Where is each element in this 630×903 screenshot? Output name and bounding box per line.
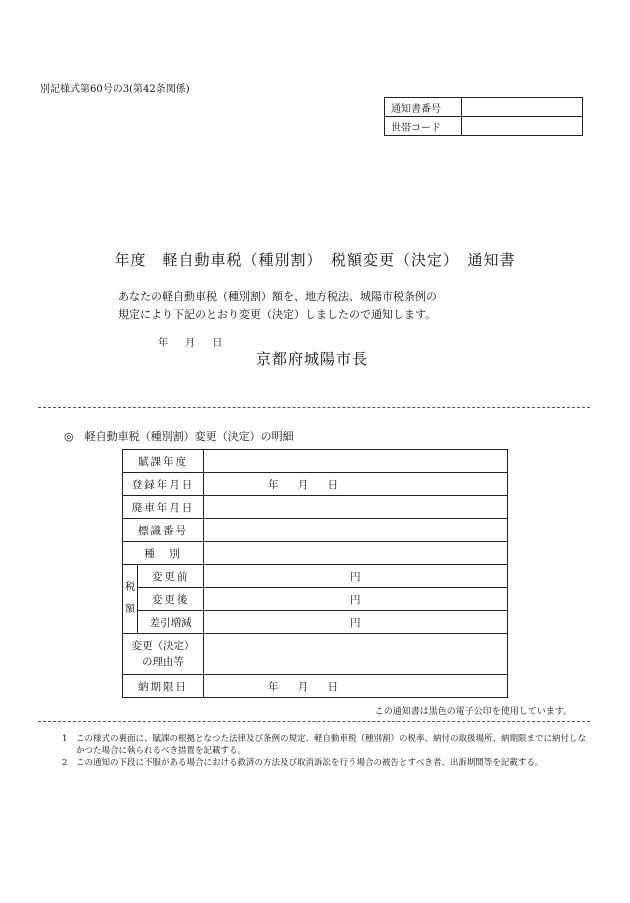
reason-value	[204, 634, 508, 675]
row-plate-number	[123, 519, 508, 542]
row-tax-diff	[123, 611, 508, 634]
form-reference: 別記様式第60号の3(第42条関係)	[40, 84, 190, 95]
notice-number-label: 通知書番号	[385, 98, 462, 117]
tax-after-cell	[204, 588, 508, 611]
row-tax-before	[123, 565, 508, 588]
footnote-1-text: この様式の裏面に、賦課の根拠となつた法律及び条例の規定、軽自動車税（種別割）の税率、納付の取扱場所、納期限までに納付しなかつた場合に執られるべき措置を記載する。	[76, 734, 587, 756]
tax-after-label: 変更後	[138, 588, 204, 611]
tax-before-cell	[204, 565, 508, 588]
assessment-year-value	[204, 450, 508, 473]
household-code-label: 世帯コード	[385, 117, 462, 136]
tax-before-label: 変更前	[138, 565, 204, 588]
intro-line-2: 規定により下記のとおり変更（決定）しましたので通知します。	[118, 308, 437, 321]
row-type	[123, 542, 508, 565]
row-registration-date	[123, 473, 508, 496]
notice-number-field	[462, 98, 583, 117]
row-assessment-year	[123, 450, 508, 473]
scrap-date-value	[204, 496, 508, 519]
footnote-1-number: 1	[62, 734, 68, 744]
notice-id-box	[384, 97, 583, 136]
deadline-cell	[204, 675, 508, 698]
row-deadline	[123, 675, 508, 698]
type-label: 種 別	[123, 542, 204, 565]
tax-side-char-1: 税	[125, 582, 136, 593]
registration-date-label: 登録年月日	[123, 473, 204, 496]
row-scrap-date	[123, 496, 508, 519]
registration-date-value: 年 月 日	[268, 479, 339, 491]
reason-label-line-1: 変更（決定）	[131, 640, 195, 652]
section-heading: ◎ 軽自動車税（種別割）変更（決定）の明細	[64, 430, 294, 443]
cut-line-top	[38, 407, 590, 408]
row-tax-after	[123, 588, 508, 611]
footnote-2-number: 2	[62, 758, 68, 768]
issuer-name: 京都府城陽市長	[256, 350, 369, 368]
reason-label	[123, 634, 204, 675]
yen-unit: 円	[350, 617, 361, 629]
issue-date: 年 月 日	[158, 338, 223, 349]
deadline-label: 納期限日	[123, 675, 204, 698]
tax-diff-cell	[204, 611, 508, 634]
footnote-2-text: この通知の下段に不服がある場合における救済の方法及び取消訴訟を行う場合の被告とすべき者、出訴期間等を記載する。	[76, 758, 544, 768]
footnotes	[62, 733, 592, 769]
intro-line-1: あなたの軽自動車税（種別割）額を、地方税法、城陽市税条例の	[118, 290, 437, 303]
detail-table	[122, 449, 508, 698]
plate-number-value	[204, 519, 508, 542]
assessment-year-label: 賦課年度	[123, 450, 204, 473]
row-reason	[123, 634, 508, 675]
household-code-field	[462, 117, 583, 136]
type-value	[204, 542, 508, 565]
intro-text	[118, 288, 437, 324]
footnote-1	[62, 733, 592, 757]
seal-note: この通知書は黒色の電子公印を使用しています。	[374, 707, 572, 717]
tax-amount-side-label	[123, 565, 138, 634]
registration-date-cell	[204, 473, 508, 496]
scrap-date-label: 廃車年月日	[123, 496, 204, 519]
yen-unit: 円	[350, 571, 361, 583]
plate-number-label: 標識番号	[123, 519, 204, 542]
footnote-2	[62, 757, 592, 769]
cut-line-bottom	[38, 721, 590, 722]
yen-unit: 円	[350, 594, 361, 606]
deadline-value: 年 月 日	[268, 681, 339, 693]
document-title: 年度 軽自動車税（種別割） 税額変更（決定） 通知書	[114, 251, 516, 269]
tax-side-char-2: 額	[125, 604, 136, 615]
reason-label-line-2: の理由等	[142, 656, 184, 668]
tax-diff-label: 差引増減	[138, 611, 204, 634]
